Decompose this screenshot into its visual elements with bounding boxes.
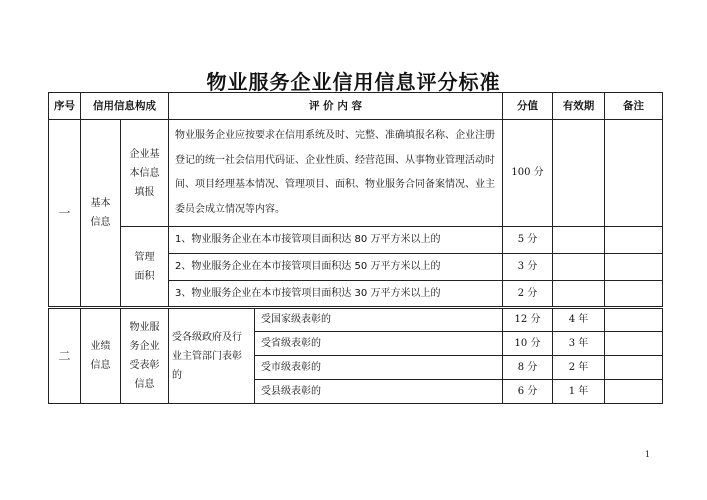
section2-category: 业绩 信息	[81, 308, 121, 404]
empty-cell	[553, 227, 605, 254]
area-item-score: 5 分	[503, 227, 553, 254]
header-remarks: 备注	[605, 93, 663, 120]
scoring-table	[48, 92, 663, 404]
award-item-desc: 受省级表彰的	[255, 332, 503, 356]
empty-cell	[605, 356, 663, 380]
award-item-score: 6 分	[503, 380, 553, 404]
section1-sub1-validity	[553, 120, 605, 227]
header-seq: 序号	[49, 93, 81, 120]
document-title: 物业服务企业信用信息评分标准	[206, 70, 501, 94]
area-item-desc: 2、物业服务企业在本市接管项目面积达 50 万平方米以上的	[169, 254, 503, 281]
section1-sub1-remarks	[605, 120, 663, 227]
empty-cell	[553, 254, 605, 281]
section1-sub1-desc: 物业服务企业应按要求在信用系统及时、完整、准确填报名称、企业注册登记的统一社会信用代码证、企业性质、经营范围、从事物业管理活动时间、项目经理基本情况、管理项目、面积、物业服务合同备案情况、业主委员会成立情况等内容。	[169, 120, 503, 227]
award-item-desc: 受县级表彰的	[255, 380, 503, 404]
empty-cell	[605, 227, 663, 254]
section1-sub2-label: 管理 面积	[121, 227, 169, 308]
area-item-score: 2 分	[503, 281, 553, 308]
section1-sub1-label: 企业基 本信息 填报	[121, 120, 169, 227]
area-item-score: 3 分	[503, 254, 553, 281]
section2-group-label: 受各级政府及行业主管部门表彰的	[169, 308, 255, 404]
empty-cell	[605, 380, 663, 404]
award-item-score: 8 分	[503, 356, 553, 380]
area-item-desc: 1、物业服务企业在本市接管项目面积达 80 万平方米以上的	[169, 227, 503, 254]
section2-seq: 二	[49, 308, 81, 404]
section1-sub1-score: 100 分	[503, 120, 553, 227]
table-row	[49, 120, 663, 227]
award-item-score: 12 分	[503, 308, 553, 332]
empty-cell	[605, 332, 663, 356]
empty-cell	[605, 254, 663, 281]
award-item-validity: 1 年	[553, 380, 605, 404]
header-validity: 有效期	[553, 93, 605, 120]
header-composition: 信用信息构成	[81, 93, 169, 120]
empty-cell	[605, 308, 663, 332]
page-number: 1	[645, 450, 651, 459]
empty-cell	[553, 281, 605, 308]
award-item-validity: 2 年	[553, 356, 605, 380]
header-score: 分值	[503, 93, 553, 120]
section1-category: 基本 信息	[81, 120, 121, 308]
award-item-desc: 受市级表彰的	[255, 356, 503, 380]
header-row	[49, 93, 663, 120]
empty-cell	[605, 281, 663, 308]
header-criteria: 评 价 内 容	[169, 93, 503, 120]
table-row	[49, 227, 663, 254]
table-row	[49, 308, 663, 332]
area-item-desc: 3、物业服务企业在本市接管项目面积达 30 万平方米以上的	[169, 281, 503, 308]
award-item-validity: 3 年	[553, 332, 605, 356]
section2-sub-label: 物业服 务企业 受表彰 信息	[121, 308, 169, 404]
section1-seq: 一	[49, 120, 81, 308]
award-item-score: 10 分	[503, 332, 553, 356]
award-item-desc: 受国家级表彰的	[255, 308, 503, 332]
award-item-validity: 4 年	[553, 308, 605, 332]
